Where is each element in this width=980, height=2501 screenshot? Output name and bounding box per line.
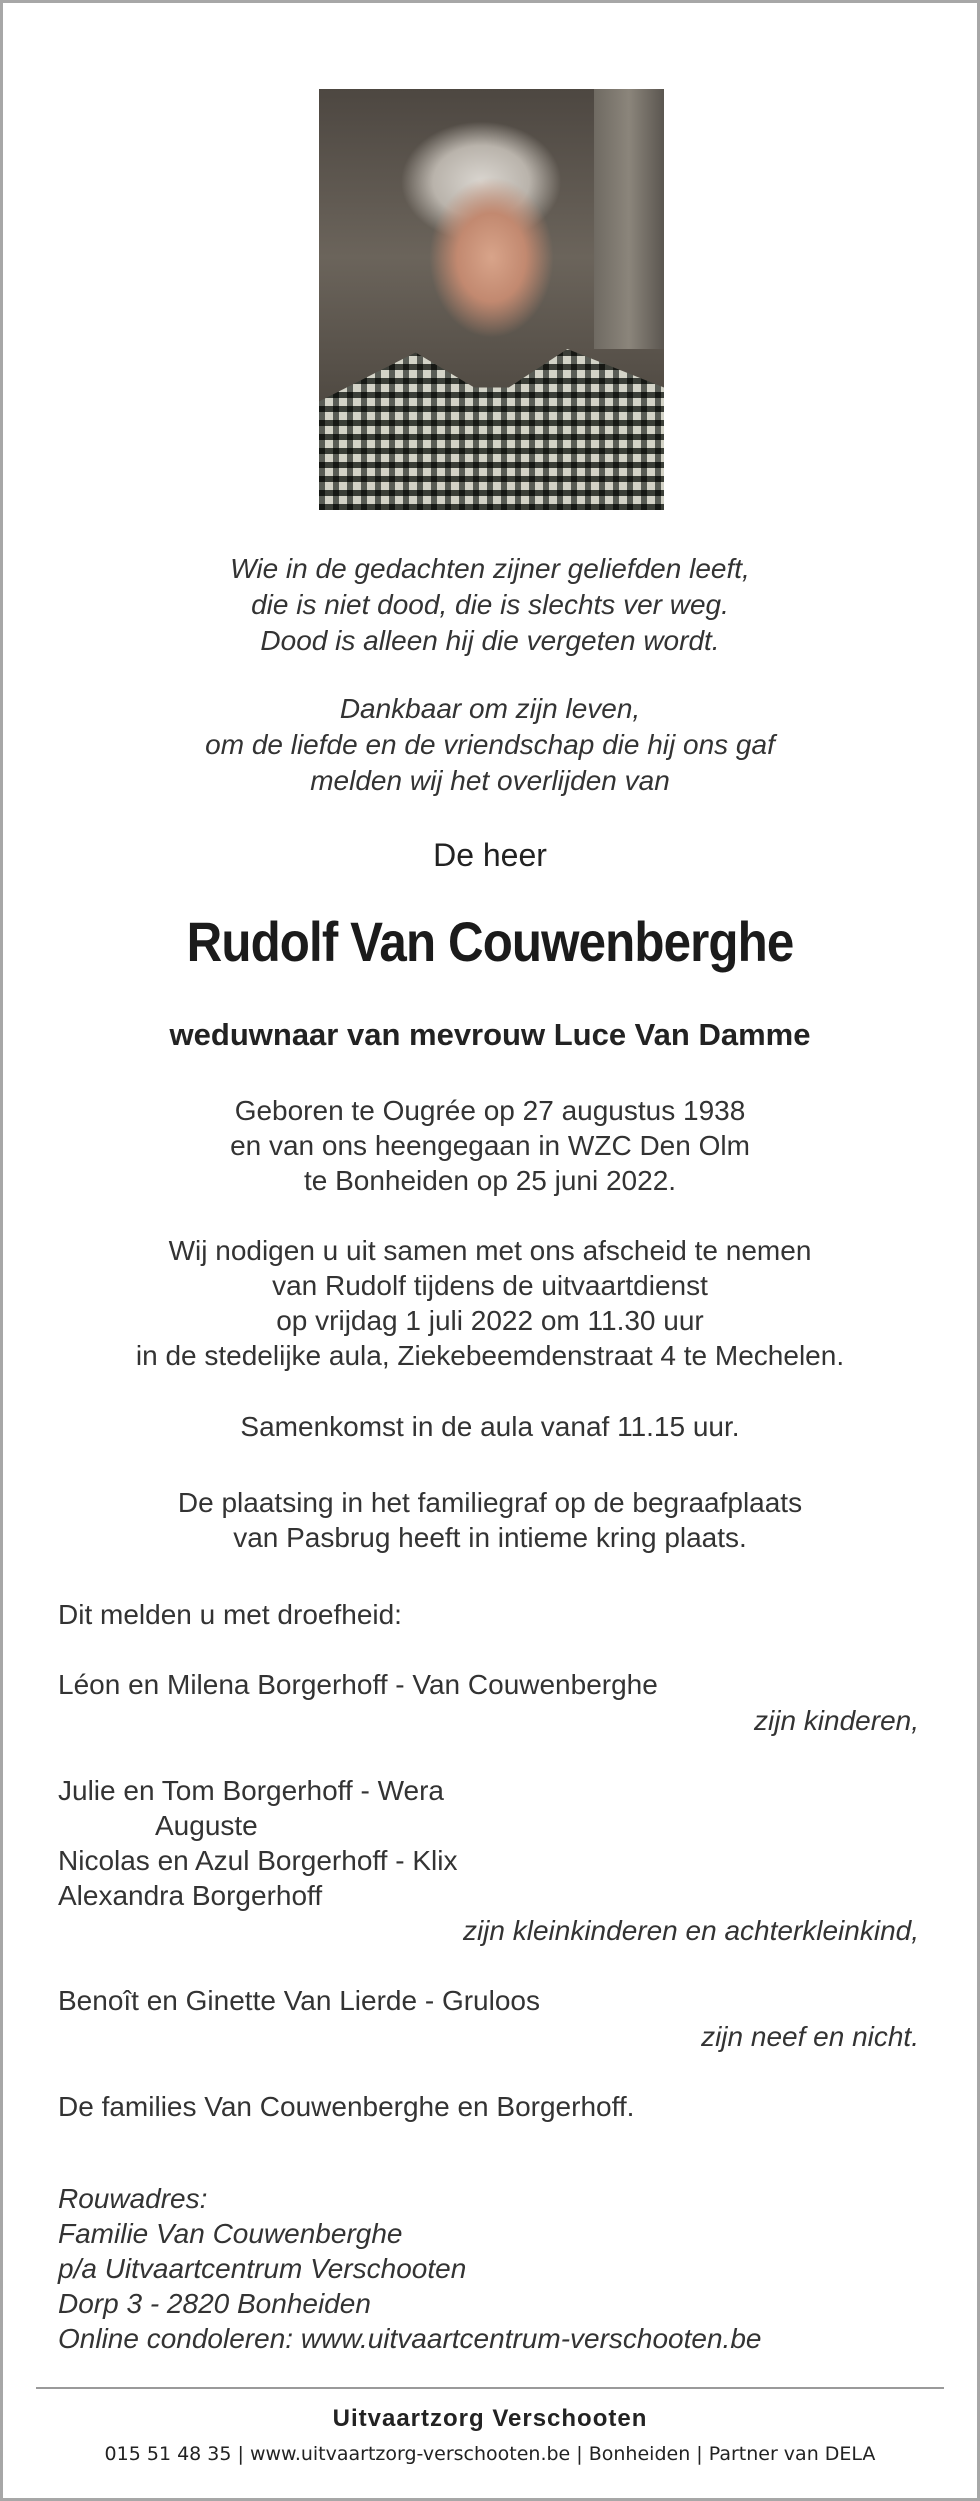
portrait-photo [319, 89, 664, 510]
poem [3, 551, 977, 659]
checkered-shirt [319, 335, 664, 510]
relatives-names: Benoît en Ginette Van Lierde - Gruloos [58, 1985, 540, 2016]
burial-info [3, 1485, 977, 1555]
honorific: De heer [433, 837, 547, 873]
gratitude-line: om de liefde en de vriendschap die hij ons gaf [205, 729, 775, 760]
mourning-address [58, 2181, 761, 2356]
burial-line: De plaatsing in het familiegraf op de begraafplaats [177, 1487, 803, 1518]
relatives-label: zijn neef en nicht. [701, 2021, 919, 2052]
address-line: Familie Van Couwenberghe [58, 2218, 403, 2249]
birth-line: en van ons heengegaan in WZC Den Olm [230, 1130, 750, 1161]
poem-line: Wie in de gedachten zijner geliefden leeft, [230, 553, 750, 584]
great-grandchild-line: Auguste [155, 1810, 258, 1841]
background-pillar [594, 89, 664, 349]
address-line: Online condoleren: www.uitvaartcentrum-verschooten.be [58, 2323, 762, 2354]
gathering-info: Samenkomst in de aula vanaf 11.15 uur. [240, 1411, 740, 1442]
grandchild-line: Julie en Tom Borgerhoff - Wera [58, 1775, 444, 1806]
announcement: Dit melden u met droefheid: [58, 1599, 402, 1630]
gratitude-line: Dankbaar om zijn leven, [339, 693, 641, 724]
address-line: p/a Uitvaartcentrum Verschooten [58, 2253, 467, 2284]
invitation-line: van Rudolf tijdens de uitvaartdienst [272, 1270, 708, 1301]
children-names: Léon en Milena Borgerhoff - Van Couwenberghe [58, 1669, 658, 1700]
footer-divider [36, 2387, 944, 2389]
invitation-line: Wij nodigen u uit samen met ons afscheid te nemen [168, 1235, 812, 1266]
invitation-line: in de stedelijke aula, Ziekebeemdenstraat 4 te Mechelen. [135, 1340, 845, 1371]
address-line: Dorp 3 - 2820 Bonheiden [58, 2288, 371, 2319]
deceased-name: Rudolf Van Couwenberghe [186, 910, 794, 973]
invitation-text [3, 1233, 977, 1373]
birth-line: Geboren te Ougrée op 27 augustus 1938 [234, 1095, 746, 1126]
children-label: zijn kinderen, [754, 1705, 919, 1736]
funeral-home-contact: 015 51 48 35 | www.uitvaartzorg-verschooten.be | Bonheiden | Partner van DELA [104, 2443, 876, 2465]
grandchild-line: Nicolas en Azul Borgerhoff - Klix [58, 1845, 458, 1876]
birth-line: te Bonheiden op 25 juni 2022. [303, 1165, 677, 1196]
grandchild-line: Alexandra Borgerhoff [58, 1880, 323, 1911]
burial-line: van Pasbrug heeft in intieme kring plaats. [233, 1522, 747, 1553]
grandchildren-label: zijn kleinkinderen en achterkleinkind, [462, 1915, 919, 1946]
poem-line: Dood is alleen hij die vergeten wordt. [260, 625, 720, 656]
gratitude-text [3, 691, 977, 799]
gratitude-line: melden wij het overlijden van [310, 765, 670, 796]
birth-death-info [3, 1093, 977, 1198]
widow-line: weduwnaar van mevrouw Luce Van Damme [169, 1017, 811, 1052]
poem-line: die is niet dood, die is slechts ver weg. [251, 589, 729, 620]
address-line: Rouwadres: [58, 2183, 208, 2214]
funeral-home-name: Uitvaartzorg Verschooten [332, 2405, 648, 2432]
families-line: De families Van Couwenberghe en Borgerhoff. [58, 2091, 635, 2122]
invitation-line: op vrijdag 1 juli 2022 om 11.30 uur [276, 1305, 704, 1336]
